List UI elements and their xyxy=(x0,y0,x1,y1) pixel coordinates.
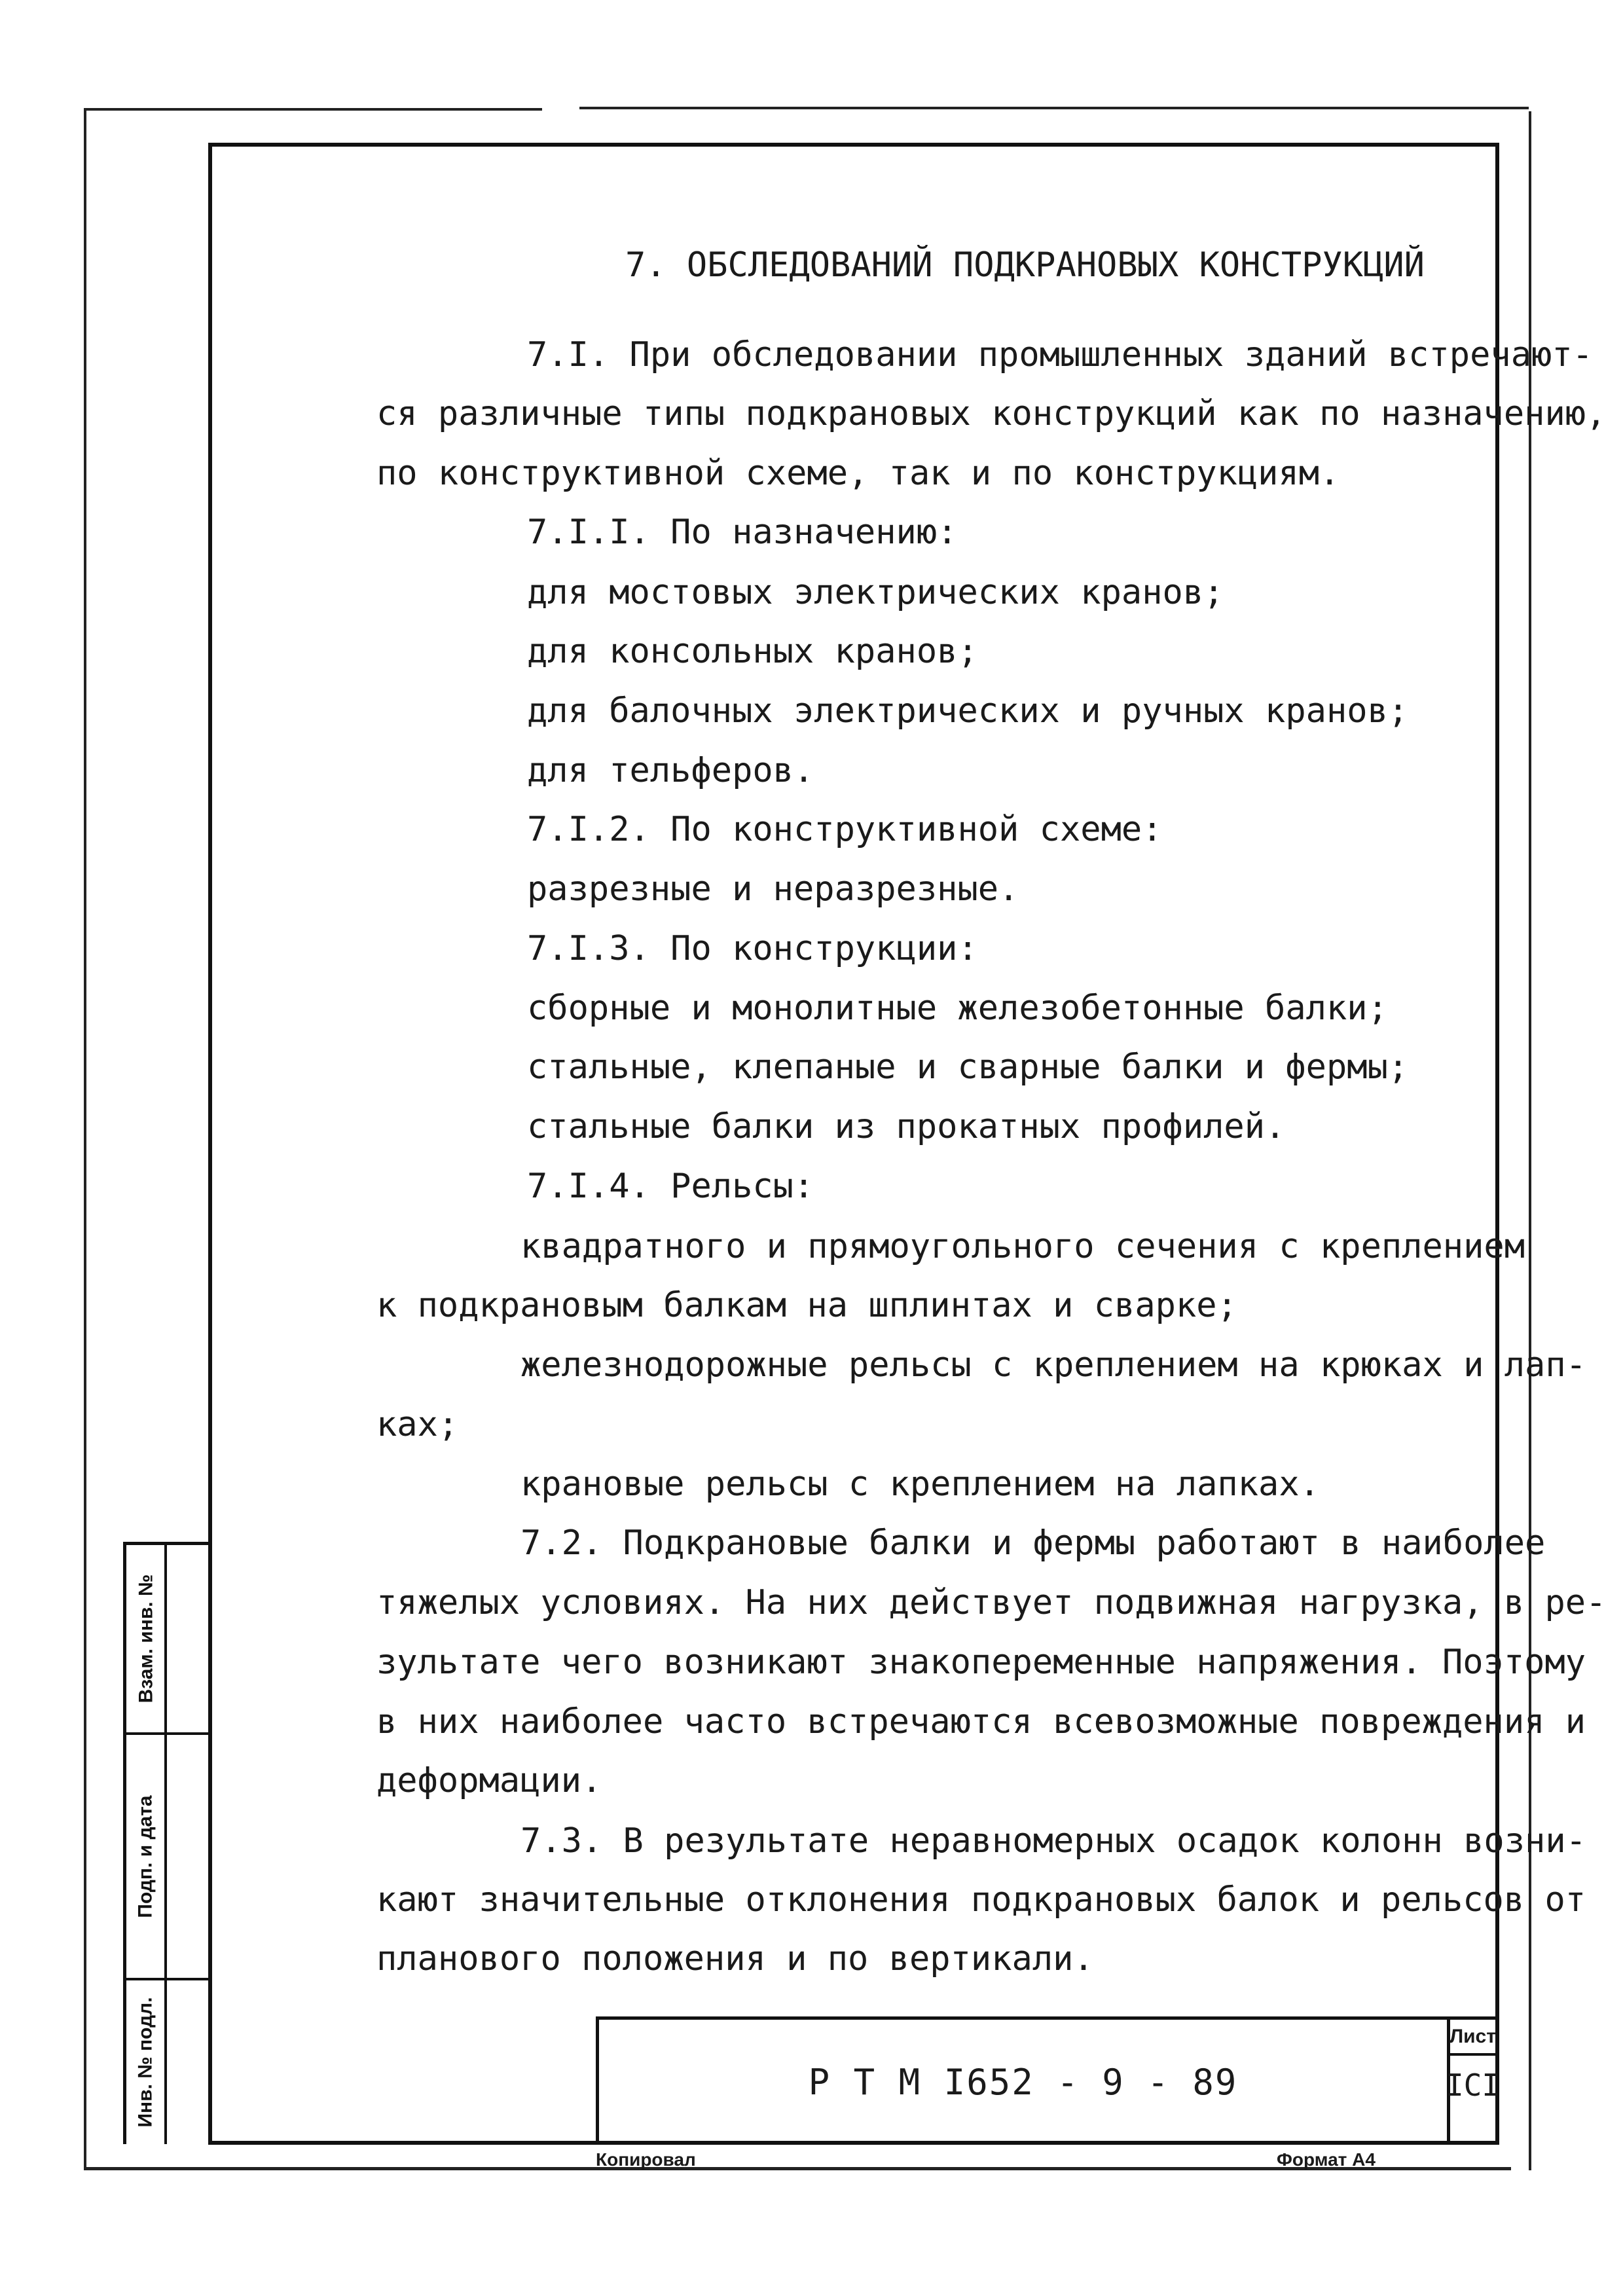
text-line: для тельферов. xyxy=(527,751,814,790)
text-line: в них наиболее часто встречаются всевозможные повреждения и xyxy=(376,1702,1586,1741)
side-label-signature-text: Подп. и дата xyxy=(135,1795,156,1918)
text-line: разрезные и неразрезные. xyxy=(527,869,1019,909)
sheet-label: Лист xyxy=(1450,2020,1495,2056)
sheet-number: ICI xyxy=(1445,2068,1501,2103)
text-line: 7.I.I. По назначению: xyxy=(527,513,958,552)
document-code: Р Т М I652 - 9 - 89 xyxy=(808,2062,1238,2103)
text-line: деформации. xyxy=(376,1761,602,1800)
text-line: по конструктивной схеме, так и по конструкциям. xyxy=(376,454,1340,493)
text-line: квадратного и прямоугольного сечения с креплением xyxy=(520,1227,1525,1266)
document-code-box xyxy=(599,2020,1447,2145)
footer-format: Формат А4 xyxy=(1277,2149,1376,2170)
text-line: кают значительные отклонения подкрановых балок и рельсов от xyxy=(376,1880,1586,1920)
text-line: стальные балки из прокатных профилей. xyxy=(527,1107,1286,1146)
section-title: 7. ОБСЛЕДОВАНИЙ ПОДКРАНОВЫХ КОНСТРУКЦИЙ xyxy=(625,246,1425,285)
text-line: ках; xyxy=(376,1405,459,1444)
text-line: крановые рельсы с креплением на лапках. xyxy=(520,1465,1320,1504)
text-line: к подкрановым балкам на шплинтах и сварке; xyxy=(376,1286,1237,1325)
footer-copied-by: Копировал xyxy=(596,2149,696,2170)
text-line: сборные и монолитные железобетонные балки; xyxy=(527,989,1388,1028)
side-label-replacement-text: Взам. инв. № xyxy=(135,1574,157,1704)
text-line: 7.3. В результате неравномерных осадок колонн возни- xyxy=(520,1821,1586,1861)
text-line: 7.I. При обследовании промышленных зданий встречают- xyxy=(527,335,1593,374)
text-line: 7.2. Подкрановые балки и фермы работают в наиболее xyxy=(520,1523,1546,1563)
title-block xyxy=(596,2016,1501,2145)
side-label-original-text: Инв. № подл. xyxy=(135,1997,156,2128)
text-line: тяжелых условиях. На них действует подвижная нагрузка, в ре- xyxy=(376,1583,1607,1622)
text-line: 7.I.2. По конструктивной схеме: xyxy=(527,810,1163,849)
text-line: для балочных электрических и ручных кранов; xyxy=(527,691,1409,731)
text-line: для мостовых электрических кранов; xyxy=(527,573,1224,612)
text-line: железнодорожные рельсы с креплением на крюках и лап- xyxy=(520,1345,1586,1385)
text-line: 7.I.3. По конструкции: xyxy=(527,929,978,968)
text-line: зультате чего возникают знакопеременные напряжения. Поэтому xyxy=(376,1643,1586,1682)
text-line: планового положения и по вертикали. xyxy=(376,1939,1094,1978)
sheet-box xyxy=(1445,2020,1501,2145)
text-line: для консольных кранов; xyxy=(527,632,978,671)
text-line: 7.I.4. Рельсы: xyxy=(527,1167,814,1206)
text-line: стальные, клепаные и сварные балки и фермы; xyxy=(527,1048,1409,1087)
text-line: ся различные типы подкрановых конструкций как по назначению, xyxy=(376,394,1607,433)
